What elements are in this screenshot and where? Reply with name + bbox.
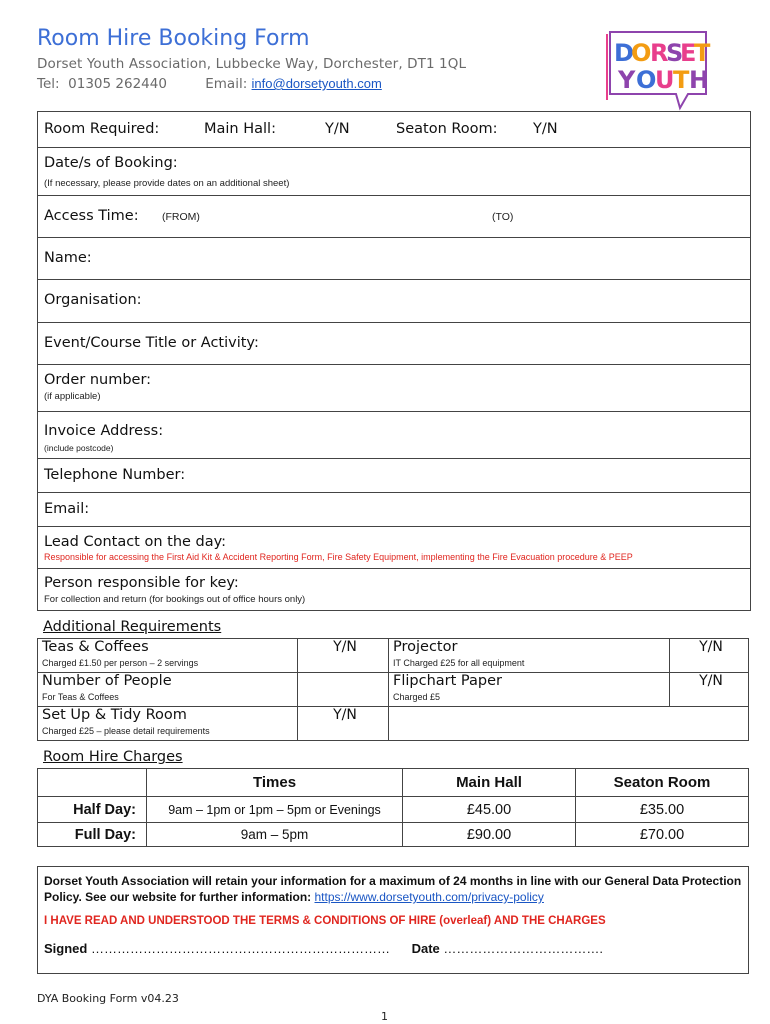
projector-label: Projector [393,639,458,655]
number-of-people-note: For Teas & Coffees [42,692,119,702]
teas-coffees-yn[interactable]: Y/N [298,639,389,673]
lead-contact-field[interactable] [38,527,750,569]
svg-text:R: R [650,39,669,67]
email-label: Email: [205,76,248,92]
organisation-label: Organisation: [44,292,142,308]
lead-contact-note: Responsible for accessing the First Aid Kit & Accident Reporting Form, Fire Safety Equipment, implementing the Fire Evacuation procedure & PEEP [44,552,633,562]
number-of-people-cell [38,673,298,707]
half-day-times: 9am – 1pm or 1pm – 5pm or Evenings [147,797,403,823]
additional-requirements-title: Additional Requirements [43,619,222,635]
half-day-seaton-price: £35.00 [576,797,749,823]
svg-text:O: O [631,39,652,67]
projector-note: IT Charged £25 for all equipment [393,658,525,668]
svg-text:Y: Y [618,66,636,94]
full-day-seaton-price: £70.00 [576,823,749,847]
order-number-note: (if applicable) [44,391,101,402]
page-title: Room Hire Booking Form [37,26,310,51]
invoice-address-note: (include postcode) [44,443,114,453]
date-dots[interactable]: ………………………………. [443,941,604,956]
set-up-tidy-label: Set Up & Tidy Room [42,707,187,723]
contact-line [37,76,382,92]
dorset-youth-logo [604,28,714,112]
room-required-label: Room Required: [44,121,160,137]
room-hire-charges-table [37,768,749,847]
svg-text:D: D [614,39,634,67]
date-label: Date [411,941,440,956]
invoice-address-field[interactable] [38,412,750,459]
full-day-times: 9am – 5pm [147,823,403,847]
declaration-box [37,866,749,974]
projector-yn[interactable]: Y/N [670,639,749,673]
full-day-label: Full Day: [38,823,147,847]
teas-coffees-cell [38,639,298,673]
room-hire-charges-title: Room Hire Charges [43,749,183,765]
order-number-field[interactable] [38,365,750,412]
charges-header-blank [38,769,147,797]
tel-label: Tel: [37,76,60,92]
teas-coffees-note: Charged £1.50 per person – 2 servings [42,658,199,668]
organisation-field[interactable] [38,280,750,323]
flipchart-paper-note: Charged £5 [393,692,441,702]
flipchart-paper-cell [389,673,670,707]
set-up-tidy-yn[interactable]: Y/N [298,707,389,741]
booking-dates-note: (If necessary, please provide dates on an additional sheet) [44,178,290,189]
svg-text:U: U [655,66,675,94]
booking-dates-label: Date/s of Booking: [44,155,178,171]
svg-text:O: O [636,66,657,94]
svg-text:H: H [689,66,710,94]
main-hall-yn[interactable]: Y/N [325,121,350,137]
access-time-label: Access Time: [44,208,139,224]
telephone-label: Telephone Number: [44,467,186,483]
times-header: Times [147,769,403,797]
svg-text:T: T [694,39,711,67]
number-of-people-label: Number of People [42,673,172,689]
lead-contact-label: Lead Contact on the day: [44,534,227,550]
main-hall-label: Main Hall: [204,121,276,137]
set-up-tidy-note: Charged £25 – please detail requirements [42,726,210,736]
svg-text:T: T [673,66,690,94]
organisation-address: Dorset Youth Association, Lubbecke Way, Dorchester, DT1 1QL [37,56,467,72]
access-time-field[interactable] [38,196,750,238]
signed-label: Signed [44,941,88,956]
full-day-main-hall-price: £90.00 [403,823,576,847]
signature-line[interactable] [44,941,742,956]
terms-acknowledgement: I HAVE READ AND UNDERSTOOD THE TERMS & CONDITIONS OF HIRE (overleaf) AND THE CHARGES [44,915,606,927]
booking-dates-field[interactable] [38,148,750,196]
number-of-people-input[interactable] [298,673,389,707]
svg-text:S: S [666,39,684,67]
gdpr-statement: Dorset Youth Association will retain your information for a maximum of 24 months in line with our General Data Protection Policy. See our website for further information: [44,874,742,904]
event-title-label: Event/Course Title or Activity: [44,335,259,351]
svg-text:E: E [680,39,697,67]
teas-coffees-label: Teas & Coffees [42,639,149,655]
room-required-row[interactable] [38,112,750,148]
empty-cell [389,707,749,741]
tel-value: 01305 262440 [68,76,167,92]
main-hall-header: Main Hall [403,769,576,797]
name-label: Name: [44,250,92,266]
half-day-label: Half Day: [38,797,147,823]
seaton-room-header: Seaton Room [576,769,749,797]
key-holder-label: Person responsible for key: [44,575,239,591]
telephone-field[interactable] [38,459,750,493]
booking-form [37,111,751,611]
form-version: DYA Booking Form v04.23 [37,992,179,1005]
flipchart-paper-yn[interactable]: Y/N [670,673,749,707]
access-to-label: (TO) [492,211,514,223]
page-number: 1 [381,1010,388,1023]
order-number-label: Order number: [44,372,152,388]
name-field[interactable] [38,238,750,280]
event-title-field[interactable] [38,323,750,365]
seaton-room-yn[interactable]: Y/N [533,121,558,137]
email-link[interactable]: info@dorsetyouth.com [251,76,382,91]
set-up-tidy-cell [38,707,298,741]
additional-requirements-table [37,638,749,741]
seaton-room-label: Seaton Room: [396,121,498,137]
half-day-main-hall-price: £45.00 [403,797,576,823]
flipchart-paper-label: Flipchart Paper [393,673,502,689]
email-field-label: Email: [44,501,90,517]
access-from-label: (FROM) [162,211,200,223]
key-holder-note: For collection and return (for bookings out of office hours only) [44,594,306,605]
invoice-address-label: Invoice Address: [44,423,164,439]
key-holder-field[interactable] [38,569,750,611]
signed-dots[interactable]: …………………………………………………………… [90,941,390,956]
projector-cell [389,639,670,673]
privacy-policy-link[interactable]: https://www.dorsetyouth.com/privacy-policy [314,890,544,904]
email-field[interactable] [38,493,750,527]
